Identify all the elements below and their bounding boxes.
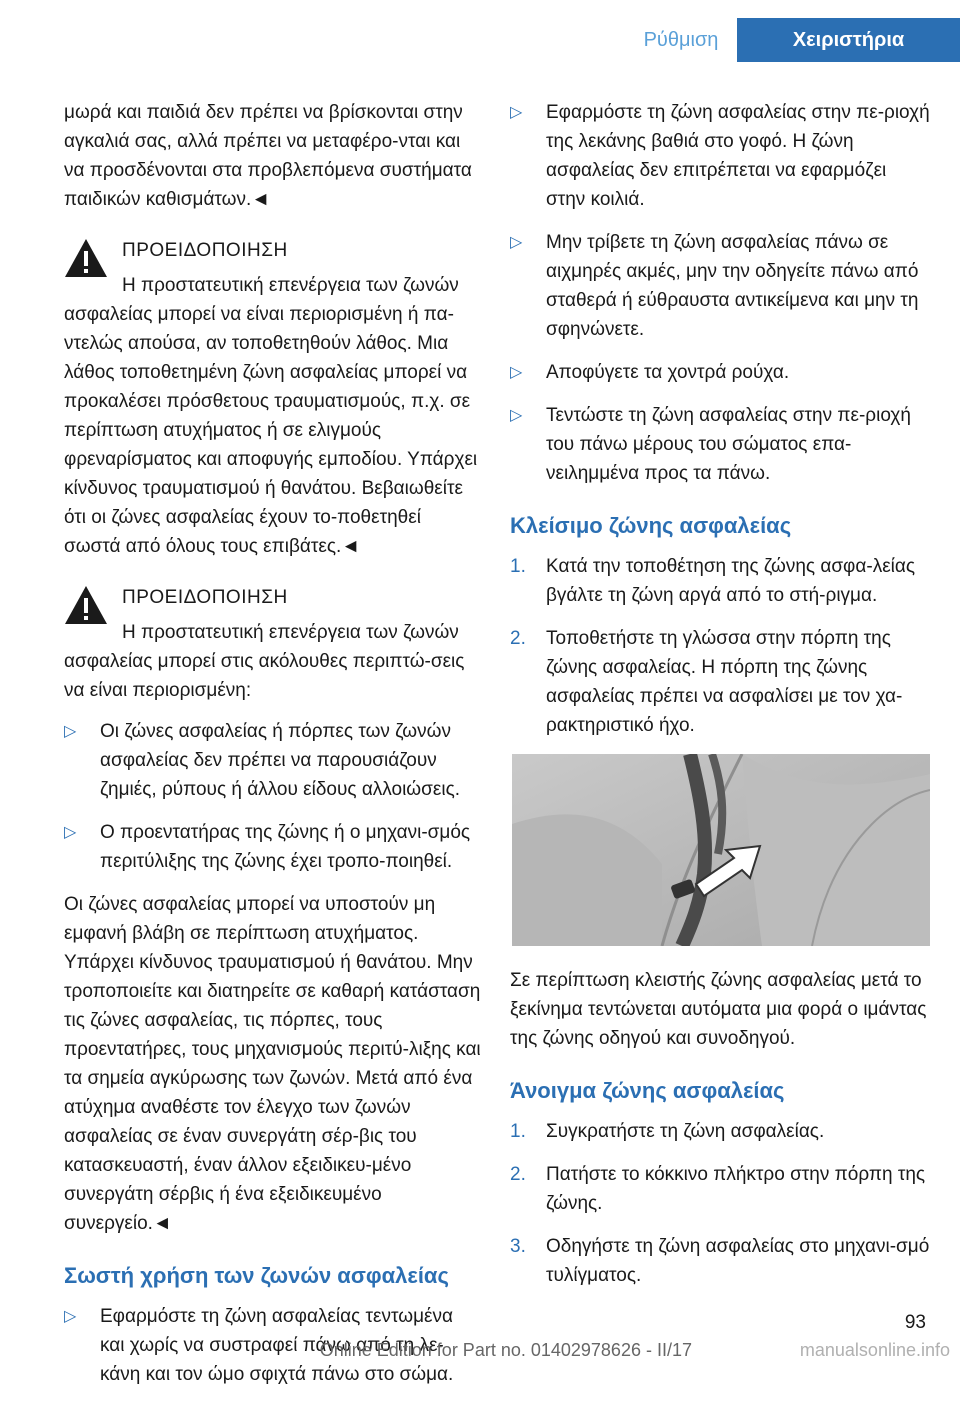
section-heading-correct-use: Σωστή χρήση των ζωνών ασφαλείας bbox=[64, 1263, 449, 1288]
step-text: Τοποθετήστε τη γλώσσα στην πόρπη της ζώνης ασφαλείας. Η πόρπη της ζώνης ασφαλείας πρέπει να ασφαλίσει με τον χα-ρακτηριστικό ήχο. bbox=[546, 628, 903, 736]
warning-block-2 bbox=[64, 583, 482, 1238]
step-text: Κατά την τοποθέτηση της ζώνης ασφα-λείας βγάλτε τη ζώνη αργά από το στή-ριγμα. bbox=[546, 556, 916, 606]
warning-closing: Οι ζώνες ασφαλείας μπορεί να υποστούν μη εμφανή βλάβη σε περίπτωση ατυχήματος. Υπάρχει κίνδυνος τραυματισμού ή θανάτου. Μην τροποποιείτε και διατηρείτε σε καθαρή κατάσταση τις ζώνες ασφαλείας, τις πόρπες, τους προεντατήρες, τους μηχανισμούς περιτύ-λιξης και τα σημεία αγκύρωσης των ζωνών. Μετά από ένα ατύχημα αναθέστε τον έλεγχο των ζωνών ασφαλείας σε έναν συνεργάτη σέρ-βις του κατασκευαστή, έναν άλλον εξειδικευ-μένο συνεργάτη σέρβις ή ένα εξειδικευμένο συνεργείο.◄ bbox=[64, 894, 481, 1234]
section-heading-opening: Άνοιγμα ζώνης ασφαλείας bbox=[510, 1078, 785, 1103]
list-item: ▷ Τεντώστε τη ζώνη ασφαλείας στην πε-ριοχή του πάνω μέρους του σώματος επα-νειλημμένα προς τα πάνω. bbox=[510, 401, 930, 488]
numbered-step bbox=[510, 1232, 930, 1290]
warning-title: ΠΡΟΕΙΔΟΠΟΙΗΣΗ bbox=[122, 587, 288, 608]
left-column bbox=[64, 98, 482, 1403]
bullet-triangle-icon: ▷ bbox=[64, 824, 77, 841]
list-item: ▷ Μην τρίβετε τη ζώνη ασφαλείας πάνω σε αιχμηρές ακμές, μην την οδηγείτε πάνω από σταθερά ή εύθραυστα αντικείμενα και μην τη σφηνώνετε. bbox=[510, 228, 930, 344]
watermark: manualsonline.info bbox=[799, 1340, 950, 1360]
numbered-step bbox=[510, 1117, 930, 1146]
step-number: 3. bbox=[510, 1236, 526, 1257]
list-item: ▷ Εφαρμόστε τη ζώνη ασφαλείας στην πε-ριοχή της λεκάνης βαθιά στο γοφό. Η ζώνη ασφαλείας δεν επιτρέπεται να εφαρμόζει στην κοιλιά. bbox=[510, 98, 930, 214]
tab-settings[interactable]: Ρύθμιση bbox=[625, 18, 737, 62]
warning-icon bbox=[64, 585, 108, 625]
image-caption: Σε περίπτωση κλειστής ζώνης ασφαλείας μετά το ξεκίνημα τεντώνεται αυτόματα μια φορά ο ιμάντας της ζώνης οδηγού και συνοδηγού. bbox=[510, 970, 927, 1049]
warning-block-1 bbox=[64, 236, 482, 561]
list-item: ▷ Ο προεντατήρας της ζώνης ή ο μηχανι-σμός περιτύλιξης της ζώνης έχει τροπο-ποιηθεί. bbox=[64, 818, 482, 876]
list-item: ▷ Οι ζώνες ασφαλείας ή πόρπες των ζωνών ασφαλείας δεν πρέπει να παρουσιάζουν ζημιές, ρύπους ή άλλου είδους αλλοιώσεις. bbox=[64, 717, 482, 804]
tab-controls[interactable]: Χειριστήρια bbox=[737, 18, 960, 62]
intro-paragraph: μωρά και παιδιά δεν πρέπει να βρίσκονται στην αγκαλιά σας, αλλά πρέπει να μεταφέρο-νται και να προσδένονται στα προβλεπόμενα συστήματα παιδικών καθισμάτων.◄ bbox=[64, 102, 472, 210]
seatbelt-buckle-photo bbox=[512, 754, 930, 946]
step-text: Οδηγήστε τη ζώνη ασφαλείας στο μηχανι-σμό τυλίγματος. bbox=[546, 1236, 930, 1286]
numbered-step bbox=[510, 1160, 930, 1218]
step-number: 1. bbox=[510, 1121, 526, 1142]
numbered-step bbox=[510, 624, 930, 740]
section-heading-closing: Κλείσιμο ζώνης ασφαλείας bbox=[510, 513, 792, 538]
step-number: 1. bbox=[510, 556, 526, 577]
step-text: Συγκρατήστε τη ζώνη ασφαλείας. bbox=[546, 1121, 825, 1142]
bullet-triangle-icon: ▷ bbox=[510, 104, 523, 121]
step-text: Πατήστε το κόκκινο πλήκτρο στην πόρπη της ζώνης. bbox=[546, 1164, 926, 1214]
bullet-triangle-icon: ▷ bbox=[64, 723, 77, 740]
warning-text: Η προστατευτική επενέργεια των ζωνών ασφαλείας μπορεί να είναι περιορισμένη ή πα-ντελώς απούσα, αν τοποθετηθούν λάθος. Μια λάθος τοποθετημένη ζώνη ασφαλείας μπορεί να προκαλέσει πρόσθετους τραυματισμούς, π.χ. σε περίπτωση ατυχήματος ή σε ελιγμούς φρεναρίσματος και αποφυγής εμποδίου. Υπάρχει κίνδυνος τραυματισμού ή θανάτου. Βεβαιωθείτε ότι οι ζώνες ασφαλείας έχουν το-ποθετηθεί σωστά από όλους τους επιβάτες.◄ bbox=[64, 275, 478, 557]
list-item: ▷ Εφαρμόστε τη ζώνη ασφαλείας τεντωμένα και χωρίς να συστραφεί πάνω από τη λε-κάνη και τον ώμο σφιχτά πάνω στο σώμα. bbox=[64, 1302, 482, 1389]
bullet-triangle-icon: ▷ bbox=[510, 364, 523, 381]
step-number: 2. bbox=[510, 628, 526, 649]
edition-footer: Online Edition for Part no. 01402978626 - II/17 bbox=[319, 1340, 692, 1360]
bullet-triangle-icon: ▷ bbox=[510, 407, 523, 424]
warning-text: Η προστατευτική επενέργεια των ζωνών ασφαλείας μπορεί στις ακόλουθες περιπτώ-σεις να είναι περιορισμένη: bbox=[64, 622, 465, 701]
warning-icon bbox=[64, 238, 108, 278]
bullet-triangle-icon: ▷ bbox=[510, 234, 523, 251]
warning-title: ΠΡΟΕΙΔΟΠΟΙΗΣΗ bbox=[122, 240, 288, 261]
list-item: ▷ Αποφύγετε τα χοντρά ρούχα. bbox=[510, 358, 930, 387]
bullet-triangle-icon: ▷ bbox=[64, 1308, 77, 1325]
numbered-step bbox=[510, 552, 930, 610]
right-column bbox=[510, 98, 930, 1304]
seatbelt-illustration bbox=[512, 754, 930, 946]
chapter-tabs bbox=[625, 18, 960, 62]
page-number: 93 bbox=[904, 1312, 926, 1333]
step-number: 2. bbox=[510, 1164, 526, 1185]
